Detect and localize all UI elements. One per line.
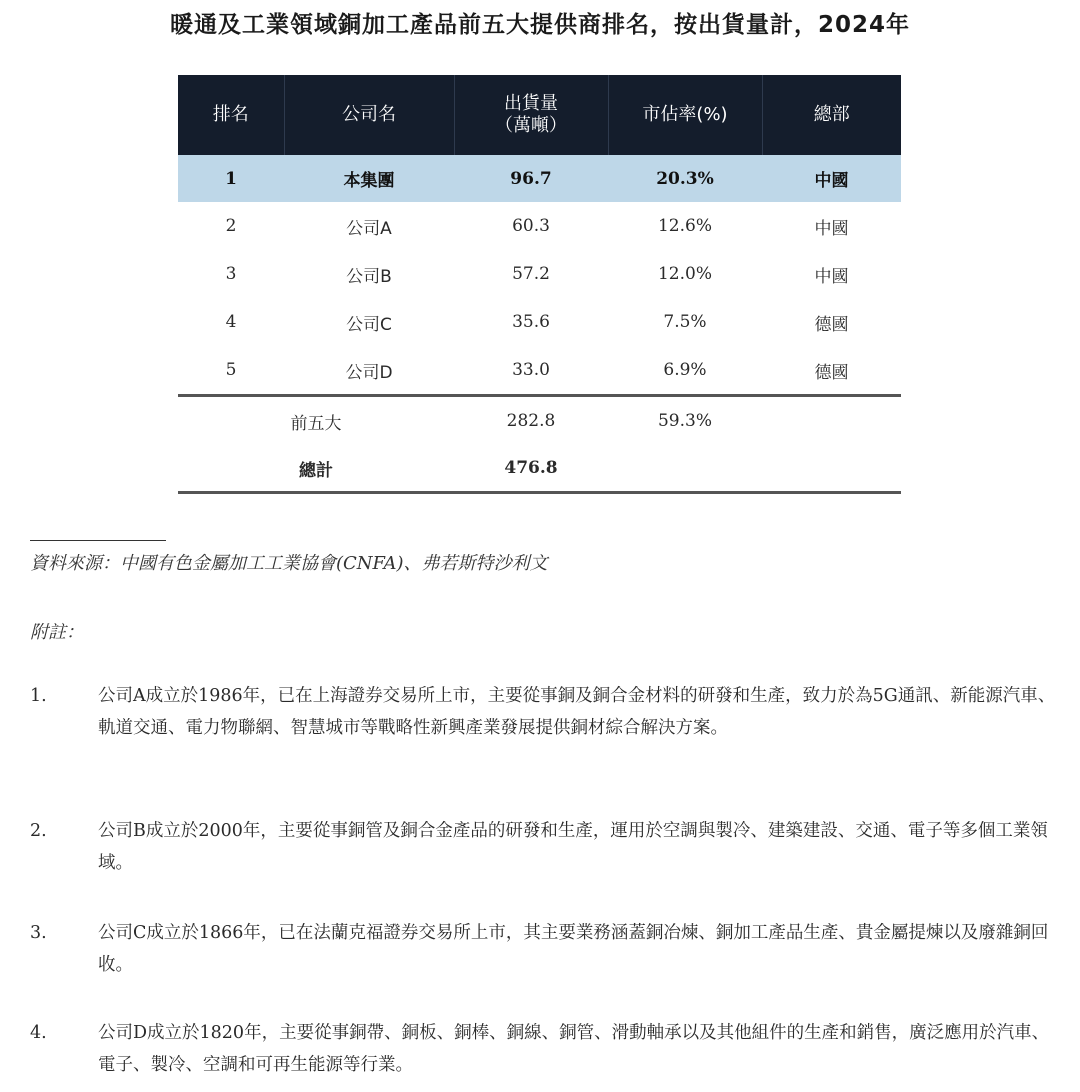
cell-hq: 德國 (814, 362, 849, 383)
table-row (178, 202, 901, 250)
cell-company: 公司A (346, 218, 392, 239)
cell-company: 公司C (346, 314, 392, 335)
table-row (178, 155, 901, 202)
cell-hq: 德國 (814, 314, 849, 335)
top5-row (178, 396, 901, 446)
note-number: 4. (30, 1023, 47, 1043)
note-text: 公司D成立於1820年，主要從事銅帶、銅板、銅棒、銅線、銅管、滑動軸承以及其他組件的生產和銷售，廣泛應用於汽車、電子、製冷、空調和可再生能源等行業。 (98, 1023, 1050, 1075)
header-company: 公司名 (284, 75, 454, 155)
cell-rank: 4 (225, 312, 237, 332)
total-label: 總計 (178, 445, 454, 493)
note-number: 1. (30, 686, 47, 706)
top5-volume: 282.8 (454, 396, 608, 446)
cell-rank: 5 (225, 360, 237, 380)
cell-company: 公司D (345, 362, 393, 383)
note-number: 3. (30, 923, 47, 943)
notes-heading: 附註： (30, 622, 84, 643)
cell-volume: 57.2 (512, 264, 550, 284)
total-share (608, 445, 762, 493)
header-share: 市佔率(%) (608, 75, 762, 155)
cell-volume: 33.0 (512, 360, 550, 380)
cell-rank: 1 (178, 155, 284, 202)
top5-hq (762, 396, 901, 446)
cell-share: 7.5% (663, 312, 707, 332)
page-title: 暖通及工業領域銅加工產品前五大提供商排名，按出貨量計，2024年 (169, 12, 910, 38)
footnote-divider (30, 540, 166, 541)
cell-company: 公司B (346, 266, 392, 287)
table-row (178, 298, 901, 346)
cell-volume: 60.3 (512, 216, 550, 236)
cell-volume: 35.6 (512, 312, 550, 332)
cell-rank: 2 (225, 216, 237, 236)
header-volume-line2: （萬噸） (495, 115, 567, 136)
total-hq (762, 445, 901, 493)
cell-rank: 3 (225, 264, 237, 284)
note-text: 公司A成立於1986年，已在上海證券交易所上市，主要從事銅及銅合金材料的研發和生產，致力於為5G通訊、新能源汽車、軌道交通、電力物聯網、智慧城市等戰略性新興產業發展提供銅材綜合解決方案。 (98, 686, 1056, 738)
note-text: 公司C成立於1866年，已在法蘭克福證券交易所上市，其主要業務涵蓋銅冶煉、銅加工產品生產、貴金屬提煉以及廢雜銅回收。 (98, 923, 1049, 975)
header-volume-line1: 出貨量 (504, 93, 558, 114)
total-row (178, 445, 901, 493)
note-number: 2. (30, 821, 47, 841)
table-row (178, 346, 901, 396)
ranking-table (178, 75, 901, 494)
cell-hq: 中國 (814, 266, 849, 287)
header-rank: 排名 (178, 75, 284, 155)
table-row (178, 250, 901, 298)
note-item (30, 815, 1060, 879)
cell-volume: 96.7 (454, 155, 608, 202)
cell-hq: 中國 (814, 218, 849, 239)
table-header-row (178, 75, 901, 155)
cell-share: 12.6% (657, 216, 712, 236)
cell-company: 本集團 (284, 155, 454, 202)
header-hq: 總部 (762, 75, 901, 155)
top5-label: 前五大 (178, 396, 454, 446)
cell-share: 6.9% (663, 360, 707, 380)
top5-share: 59.3% (608, 396, 762, 446)
note-text: 公司B成立於2000年，主要從事銅管及銅合金產品的研發和生產，運用於空調與製冷、建築建設、交通、電子等多個工業領域。 (98, 821, 1048, 873)
total-volume: 476.8 (454, 445, 608, 493)
note-item (30, 917, 1060, 981)
cell-share: 20.3% (608, 155, 762, 202)
source-note: 資料來源：中國有色金屬加工工業協會(CNFA)、弗若斯特沙利文 (30, 553, 548, 574)
cell-hq: 中國 (762, 155, 901, 202)
header-volume (454, 75, 608, 155)
note-item (30, 1017, 1060, 1081)
note-item (30, 680, 1060, 744)
cell-share: 12.0% (657, 264, 712, 284)
